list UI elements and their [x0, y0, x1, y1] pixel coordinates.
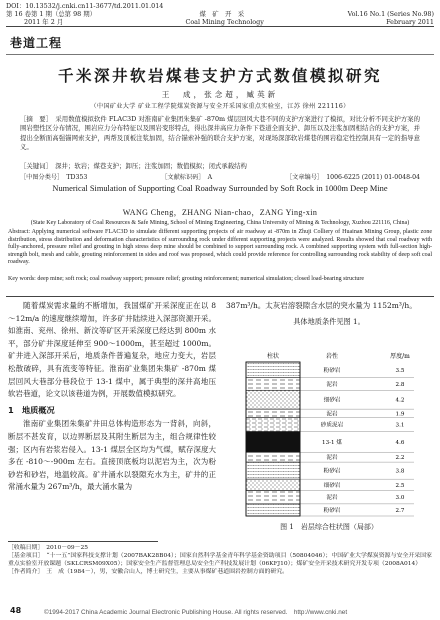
footnote-rule: [8, 541, 158, 542]
strata-layer-name: 泥岩: [326, 455, 338, 462]
volume-issue: 第 16 卷第 1 期（总第 98 期）: [6, 10, 97, 18]
strata-layer-name: 粉砂岩: [323, 507, 341, 514]
strata-layer-name: 泥岩: [326, 382, 338, 388]
section-rule: [6, 54, 434, 55]
figure-header-label: 厚度/m: [390, 353, 410, 360]
strata-layer-name: 细砂岩: [323, 397, 341, 404]
paper-title-en: Numerical Simulation of Supporting Coal Roadway Surrounded by Soft Rock in 1000m Deep Mine: [52, 184, 388, 193]
strata-layer-thickness: 2.7: [395, 507, 405, 514]
journal-header: [6, 2, 434, 26]
figure-layers: [246, 362, 414, 516]
figure-header-label: 柱状: [266, 353, 280, 360]
strata-layer: [246, 390, 300, 409]
doi-text[interactable]: DOI：10.13532/j.cnki.cn11-3677/td.2011.01.014: [6, 2, 164, 10]
issue-date-cn: 2011 年 2 月: [24, 18, 64, 26]
figure-header-label: 岩性: [325, 353, 339, 360]
keywords-cn: ［关键词］ 深井；软岩；煤巷支护；卸压；注浆加固；数值模拟；闭式承载结构: [20, 162, 247, 170]
abstract-en: Abstract: Applying numerical software FLAC3D to simulate different supporting projects of air roadway at -870m in Zhuji Colliery of Huainan Mining Group, plastic zone distribution, stress distribution and deformation characteristics of surrounding rock under different supporting projects were analyzed. Results showed that coal roadway with fully-anchored, pressure relief and grouting in high stress deep mine should be combined to support surrounding rock. A combined supporting system with full-section high-strength bolt, mesh and cable, grouting reinforcement in sides and roof was proposed, which could provide reference for controlling surrounding rock stability of deep soft coal roadway.: [8, 229, 432, 266]
document-code: ［文献标识码］ A: [161, 174, 213, 181]
copyright-footer[interactable]: ©1994-2017 China Academic Journal Electronic Publishing House. All rights reserved. http://www.cnki.net: [44, 609, 348, 616]
fund-projects: ［基金项目］ “十一五”国家科技支撑计划（2007BAK28B04）；国家自然科学基金青年科学基金资助项目（50804046）；中国矿业大学煤炭资源与安全开采国家重点实验室开放课题（SKLCRSM09X05）；国家安全生产监督管理总局安全生产科技发展计划（06KFJ10）；煤矿安全开采技术研究开发专项（2008A014）: [8, 553, 432, 568]
classification-row: [20, 172, 420, 181]
strata-layer: [246, 452, 300, 462]
strata-layer-thickness: 2.5: [395, 482, 405, 489]
strata-layer: [246, 378, 300, 391]
figure-caption: 图 1 岩层综合柱状图（局部）: [280, 523, 378, 531]
intro-paragraph: 随着煤炭需求量的不断增加，我国煤矿开采深度正在以 8～12m/a 的速度继续增加，许多矿井陆续进入深部资源开采。如淮南、兖州、徐州、新汶等矿区开采深度已经达到 800m 水平，部分矿井深度延伸至 900～1000m，甚至超过 1000m。矿井进入深部开采后，地质条件普遍复杂，地应力变大，岩层松散破碎，具有流变等特征。淮南矿业集团朱集矿 -870m 煤层回风大巷部分巷段位于 13-1 煤中，属于典型的深井高地压软岩巷道，论文以该巷道为例，开展数值模拟研究。: [8, 301, 216, 399]
received-date: ［收稿日期］ 2010－09－25: [8, 545, 89, 551]
journal-name-en: Coal Mining Technology: [185, 18, 264, 26]
strata-layer: [246, 479, 300, 490]
page-number: 48: [10, 606, 22, 615]
section-tag: 巷道工程: [10, 36, 63, 50]
affiliation-cn: （中国矿业大学 矿业工程学院煤炭资源与安全开采国家重点实验室，江苏 徐州 221116）: [90, 103, 350, 110]
strata-layer: [246, 490, 300, 503]
figure-reference: 具体地质条件见图 1。: [293, 316, 365, 326]
authors-cn: 王 成，张念超，臧英新: [161, 90, 279, 99]
strata-layer: [246, 432, 300, 453]
strata-layer-name: 细砂岩: [323, 482, 341, 489]
header-line-1: [6, 2, 434, 10]
figure-header: [267, 352, 410, 360]
strata-layer-thickness: 2.2: [395, 455, 405, 462]
strata-layer-thickness: 3.0: [395, 495, 405, 502]
header-line-3: [6, 18, 434, 26]
water-inflow-paragraph: 387m³/h。太灰岩溶裂隙含水层的突水量为 1152m³/h。: [226, 301, 417, 310]
issue-date-en: February 2011: [386, 18, 434, 26]
strata-layer-name: 砂质泥岩: [320, 422, 344, 429]
journal-name-cn: 煤 矿 开 采: [199, 10, 245, 18]
body-right-column: [226, 300, 432, 328]
strata-layer-name: 泥岩: [326, 495, 338, 502]
geology-paragraph: 淮南矿业集团朱集矿井田总体构造形态为一背斜，向斜，断层不甚发育，以边界断层及其附生断层为主，组合规律性较强；区内有岩浆岩侵入。13-1 煤层全区均为气煤，赋存深度大多在 -810～-900m 左右。直接顶底板均以泥岩为主，次为粉砂岩和砂岩，地温较高。矿井涌水以裂隙充水为主，矿井的正常涌水量为 267m³/h，最大涌水量为: [8, 419, 216, 492]
strata-layer-thickness: 4.2: [395, 397, 405, 404]
author-bio: ［作者简介］ 王 成（1984－），男，安徽合山人，博士研究生，主要从事煤矿巷道围岩控制方面的研究。: [8, 569, 289, 576]
volume-issue-en: Vol.16 No.1 (Series No.98): [347, 10, 434, 18]
authors-en: WANG Cheng，ZHANG Nian-chao，ZANG Ying-xin: [122, 208, 318, 217]
strata-layer: [246, 462, 300, 479]
strata-layer-name: 粉砂岩: [323, 468, 341, 475]
strata-layer-thickness: 4.6: [395, 439, 405, 446]
section-heading-geology: 1 地质概况: [8, 404, 55, 415]
article-number: ［文章编号］ 1006-6225 (2011) 01-0048-04: [286, 174, 420, 181]
strata-layer: [246, 409, 300, 418]
strata-layer-name: 泥岩: [326, 411, 338, 418]
body-left-column: [8, 300, 216, 494]
stratigraphic-column-figure: [240, 350, 418, 518]
clc-number: ［中图分类号］ TD353: [20, 174, 88, 181]
footnotes: [8, 544, 432, 576]
strata-layer: [246, 504, 300, 516]
strata-layer-thickness: 3.8: [395, 468, 405, 475]
strata-layer-thickness: 3.5: [395, 367, 405, 374]
header-rule: [6, 26, 434, 27]
strata-layer: [246, 362, 300, 378]
abstract-cn: ［摘 要］ 采用数值模拟软件 FLAC3D 对淮南矿业集团朱集矿 -870m 煤层回风大巷不同的支护方案进行了模拟，对比分析不同支护方案的围岩塑性区分布情况，围岩应力分布特征以及围岩变形特点，得出深井高应力条件下巷道全面支护、卸压以及注浆加固相结合的支护方案，并提出全断面高强锚网索支护，两帮及顶板注浆加固，结合锚索补强的联合支护方案，对现场深部软岩煤巷的围岩稳定性控制具有一定的指导意义。: [20, 115, 420, 151]
body-rule: [6, 296, 434, 297]
header-line-2: [6, 10, 434, 18]
paper-title-cn: 千米深井软岩煤巷支护方式数值模拟研究: [57, 67, 382, 85]
strata-layer: [246, 418, 300, 432]
strata-layer-thickness: 1.9: [395, 411, 405, 418]
keywords-en: Key words: deep mine; soft rock; coal roadway support; pressure relief; grouting reinforcement; numerical simulation; closed load-bearing structure: [8, 276, 365, 282]
affiliation-en: (State Key Laboratory of Coal Resources & Safe Mining, School of Mining Engineering, China University of Mining & Technology, Xuzhou 221116, China): [30, 220, 410, 226]
strata-layer-name: 13-1 煤: [322, 439, 342, 446]
strata-layer-thickness: 2.8: [395, 382, 405, 388]
strata-layer-name: 粉砂岩: [323, 367, 341, 374]
strata-layer-thickness: 3.1: [395, 422, 405, 429]
